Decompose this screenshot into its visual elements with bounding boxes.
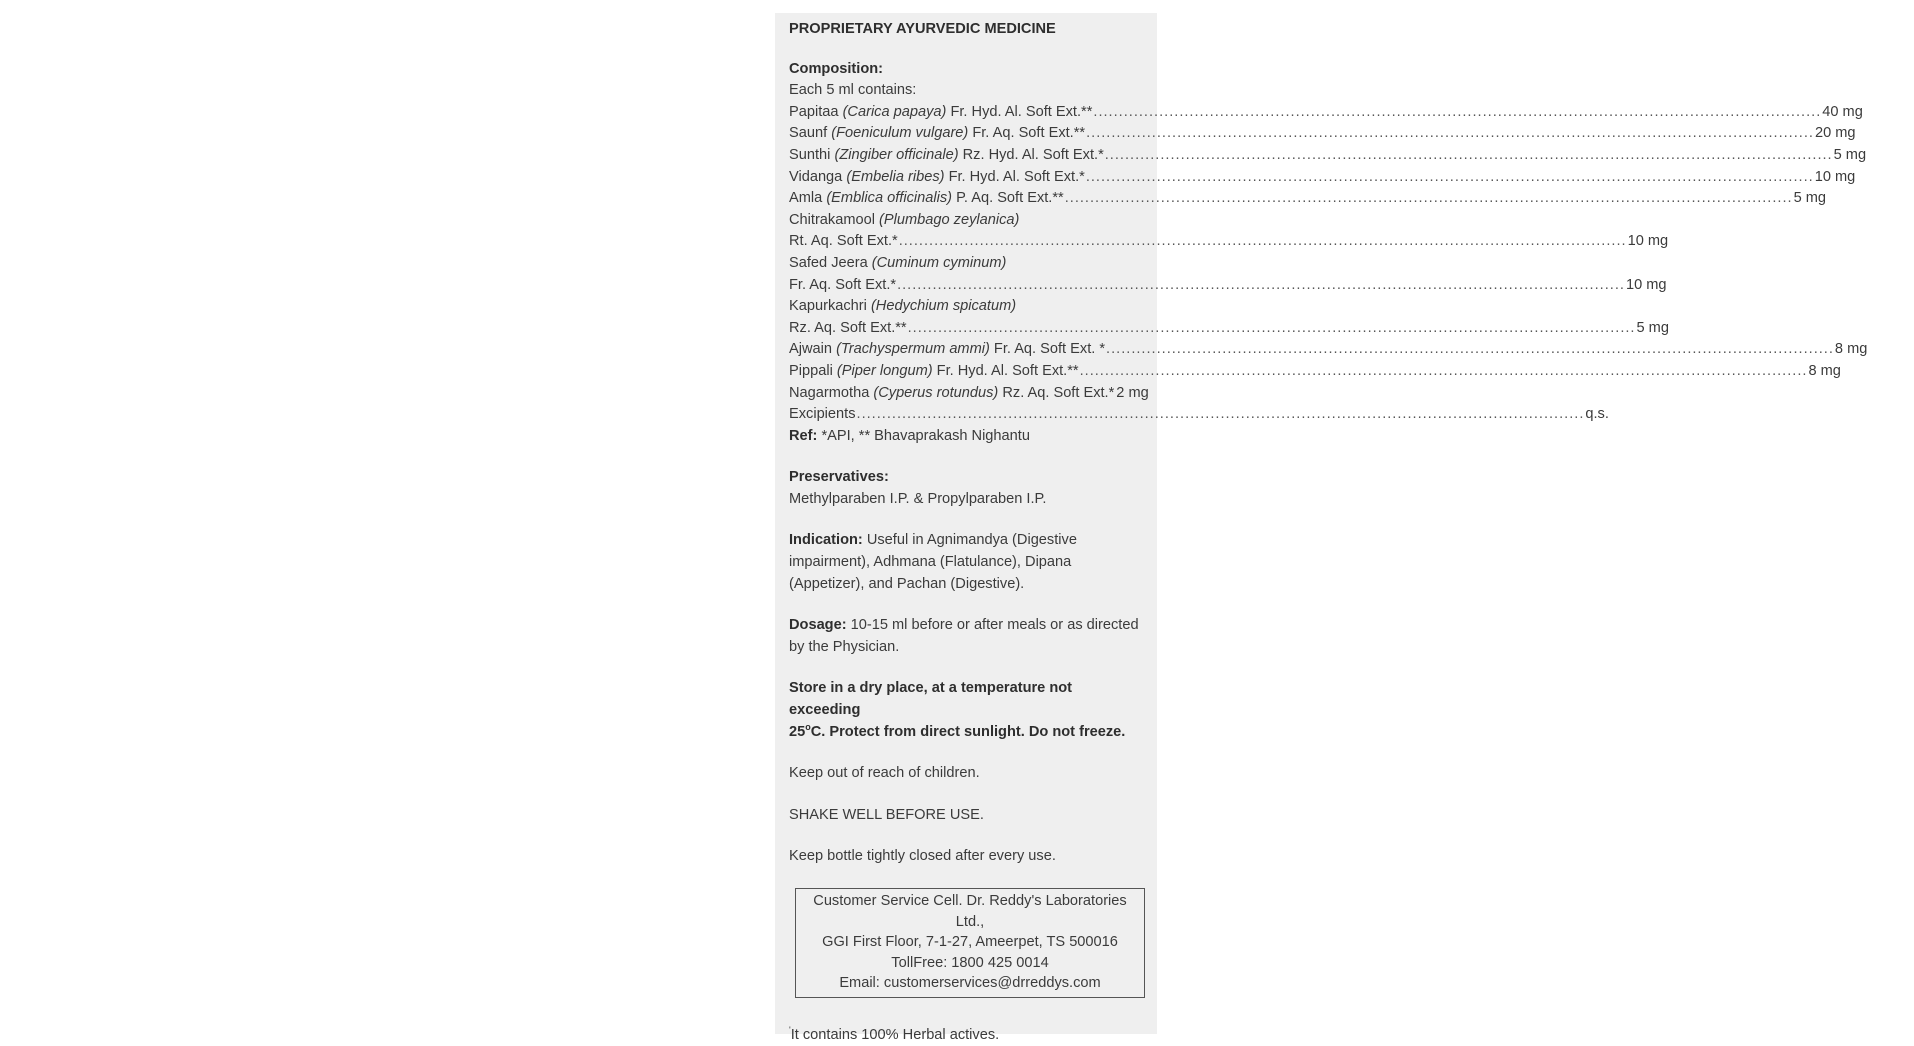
ingredient-latin-name: (Plumbago zeylanica)	[879, 212, 1019, 228]
ingredient-row	[789, 383, 1145, 405]
herbal-footnote	[789, 1025, 1145, 1046]
leader-dots	[1093, 102, 1821, 124]
storage-line-1: Store in a dry place, at a temperature not exceeding	[789, 680, 1072, 718]
composition-intro: Each 5 ml contains:	[789, 80, 1145, 102]
ingredient-quantity: 10 mg	[1815, 167, 1856, 189]
ingredient-prefix: Kapurkachri	[789, 298, 867, 314]
storage-temperature: 25	[789, 724, 805, 740]
ingredient-latin-name: (Carica papaya)	[843, 104, 947, 120]
reference-text: *API, ** Bhavaprakash Nighantu	[821, 428, 1030, 444]
ingredient-extract: Fr. Hyd. Al. Soft Ext.**	[950, 104, 1092, 120]
ingredient-quantity: 2 mg	[1116, 383, 1148, 405]
dosage-paragraph	[789, 615, 1145, 658]
ingredient-name	[789, 188, 1064, 210]
contact-line-1: Customer Service Cell. Dr. Reddy's Laboratories Ltd.,	[798, 891, 1142, 932]
ingredient-quantity: 40 mg	[1822, 102, 1863, 124]
ingredient-name	[789, 123, 1085, 145]
indication-heading: Indication:	[789, 532, 863, 548]
ingredient-extract: Fr. Hyd. Al. Soft Ext.**	[937, 363, 1079, 379]
ingredient-latin-name: (Cuminum cyminum)	[872, 255, 1007, 271]
ingredient-row	[789, 253, 1145, 275]
ingredient-row	[789, 339, 1145, 361]
dosage-text: 10-15 ml before or after meals or as directed by the Physician.	[789, 617, 1139, 655]
spacer	[789, 595, 1145, 615]
footnote-text: It contains 100% Herbal actives.	[791, 1027, 999, 1043]
degree-mark: o	[805, 722, 811, 732]
spacer	[789, 510, 1145, 530]
ingredient-row	[789, 318, 1145, 340]
ingredient-name	[789, 145, 1104, 167]
ingredient-prefix: Safed Jeera	[789, 255, 868, 271]
indication-paragraph	[789, 530, 1145, 595]
leader-dots	[1080, 361, 1808, 383]
spacer	[789, 447, 1145, 467]
ingredient-quantity: 20 mg	[1815, 123, 1856, 145]
ingredient-prefix: Vidanga	[789, 169, 842, 185]
ingredient-name	[789, 102, 1092, 124]
contact-email: Email: customerservices@drreddys.com	[798, 973, 1142, 994]
ingredient-name	[789, 167, 1085, 189]
ingredient-quantity: 5 mg	[1834, 145, 1866, 167]
ingredient-extract: Fr. Aq. Soft Ext.**	[972, 125, 1085, 141]
ingredient-name	[789, 383, 1114, 405]
ingredient-row	[789, 361, 1145, 383]
bottle-instruction: Keep bottle tightly closed after every use.	[789, 846, 1145, 868]
ingredient-latin-name: (Emblica officinalis)	[826, 190, 952, 206]
ingredient-prefix: Excipients	[789, 406, 856, 422]
ingredient-row	[789, 231, 1145, 253]
preservatives-heading: Preservatives:	[789, 467, 1145, 489]
ingredient-prefix: Nagarmotha	[789, 385, 869, 401]
leader-dots	[1065, 188, 1793, 210]
reference-label: Ref:	[789, 428, 817, 444]
ingredient-name	[789, 298, 1016, 314]
dosage-heading: Dosage:	[789, 617, 847, 633]
ingredient-extract: Fr. Hyd. Al. Soft Ext.*	[949, 169, 1085, 185]
ingredient-latin-name: (Cyperus rotundus)	[873, 385, 998, 401]
medicine-label	[775, 13, 1157, 1034]
indication-text: Useful in Agnimandya (Digestive impairment), Adhmana (Flatulance), Dipana (Appetizer), and Pachan (Digestive).	[789, 532, 1077, 591]
ingredient-row	[789, 404, 1145, 426]
storage-instructions	[789, 678, 1145, 743]
ingredient-quantity: 8 mg	[1808, 361, 1840, 383]
ingredient-latin-name: (Hedychium spicatum)	[871, 298, 1016, 314]
ingredient-name	[789, 361, 1079, 383]
ingredient-prefix: Rz. Aq. Soft Ext.**	[789, 320, 907, 336]
ingredient-name	[789, 212, 1019, 228]
ingredient-name	[789, 255, 1006, 271]
ingredient-row	[789, 275, 1145, 297]
ingredient-prefix: Amla	[789, 190, 822, 206]
ingredient-extract: P. Aq. Soft Ext.**	[956, 190, 1064, 206]
composition-heading: Composition:	[789, 59, 1145, 81]
storage-line-2: C. Protect from direct sunlight. Do not freeze.	[811, 724, 1126, 740]
ingredient-prefix: Papitaa	[789, 104, 839, 120]
spacer	[789, 785, 1145, 805]
leader-dots	[1086, 167, 1814, 189]
ingredient-name	[789, 339, 1105, 361]
ingredient-prefix: Sunthi	[789, 147, 830, 163]
ingredient-name	[789, 404, 856, 426]
ingredient-name	[789, 318, 907, 340]
reference-line	[789, 426, 1145, 448]
ingredient-row	[789, 210, 1145, 232]
ingredient-quantity: 5 mg	[1794, 188, 1826, 210]
spacer	[789, 658, 1145, 678]
ingredient-prefix: Chitrakamool	[789, 212, 875, 228]
ingredient-quantity: 10 mg	[1626, 275, 1667, 297]
spacer	[789, 41, 1145, 59]
ingredient-latin-name: (Trachyspermum ammi)	[836, 341, 990, 357]
ingredient-name	[789, 231, 898, 253]
label-title: PROPRIETARY AYURVEDIC MEDICINE	[789, 19, 1145, 41]
ingredient-latin-name: (Zingiber officinale)	[834, 147, 958, 163]
ingredient-extract: Rz. Aq. Soft Ext.*	[1002, 385, 1114, 401]
ingredient-row	[789, 296, 1145, 318]
ingredient-prefix: Rt. Aq. Soft Ext.*	[789, 233, 898, 249]
ingredient-latin-name: (Piper longum)	[837, 363, 933, 379]
ingredient-latin-name: (Embelia ribes)	[846, 169, 944, 185]
spacer	[789, 743, 1145, 763]
contact-address: GGI First Floor, 7-1-27, Ameerpet, TS 500016	[798, 932, 1142, 953]
contact-tollfree: TollFree: 1800 425 0014	[798, 953, 1142, 974]
ingredient-extract: Rz. Hyd. Al. Soft Ext.*	[963, 147, 1104, 163]
ingredient-prefix: Ajwain	[789, 341, 832, 357]
ingredient-quantity: 8 mg	[1835, 339, 1867, 361]
spacer	[789, 826, 1145, 846]
leader-dots	[908, 318, 1636, 340]
ingredient-extract: Fr. Aq. Soft Ext. *	[994, 341, 1105, 357]
children-warning: Keep out of reach of children.	[789, 763, 1145, 785]
ingredient-latin-name: (Foeniculum vulgare)	[831, 125, 968, 141]
ingredient-row	[789, 188, 1145, 210]
leader-dots	[1106, 339, 1834, 361]
customer-service-box	[795, 888, 1145, 998]
ingredient-row	[789, 123, 1145, 145]
leader-dots	[857, 404, 1585, 426]
ingredient-row	[789, 145, 1145, 167]
ingredient-list	[789, 102, 1145, 426]
ingredient-prefix: Fr. Aq. Soft Ext.*	[789, 277, 896, 293]
preservatives-text: Methylparaben I.P. & Propylparaben I.P.	[789, 489, 1145, 511]
ingredient-quantity: q.s.	[1585, 404, 1609, 426]
ingredient-row	[789, 167, 1145, 189]
leader-dots	[1105, 145, 1833, 167]
ingredient-prefix: Pippali	[789, 363, 833, 379]
leader-dots	[1086, 123, 1814, 145]
shake-instruction: SHAKE WELL BEFORE USE.	[789, 805, 1145, 827]
leader-dots	[899, 231, 1627, 253]
ingredient-row	[789, 102, 1145, 124]
leader-dots	[897, 275, 1625, 297]
ingredient-name	[789, 275, 896, 297]
ingredient-quantity: 10 mg	[1628, 231, 1669, 253]
ingredient-quantity: 5 mg	[1637, 318, 1669, 340]
ingredient-prefix: Saunf	[789, 125, 827, 141]
footnote-mark: '	[789, 1025, 791, 1035]
